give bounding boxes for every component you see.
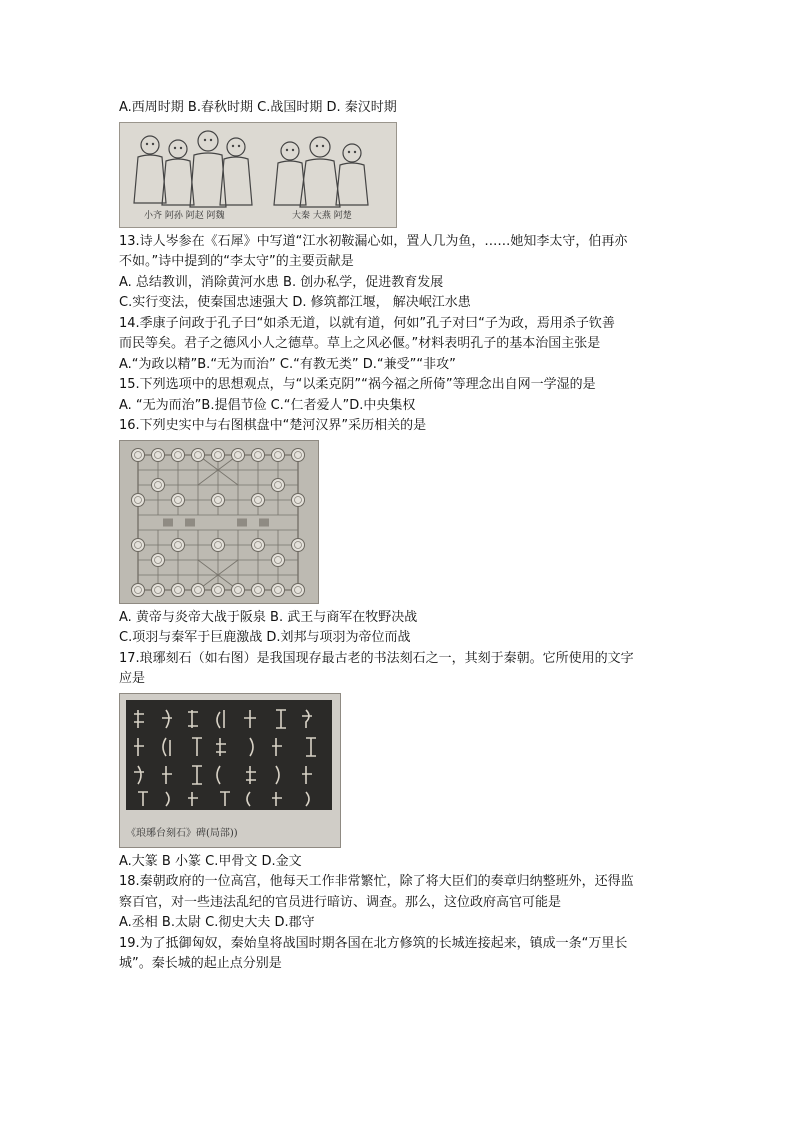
q13-stem-2: 不如。”诗中提到的“李太守”的主要贡献是 <box>119 254 354 269</box>
q12-options: A.西周时期 B.春秋时期 C.战国时期 D. 秦汉时期 <box>119 100 397 115</box>
seal-script-glyphs <box>126 700 332 810</box>
chessboard-figure <box>119 440 319 604</box>
q19-stem-1: 19.为了抵御匈奴，秦始皇将战国时期各国在北方修筑的长城连接起来，镇成一条“万里长 <box>119 935 628 951</box>
q18-options: A.丞相 B.太尉 C.彻史大夫 D.郡守 <box>119 915 315 930</box>
q14-stem-1: 14.季康子问政于孔子曰“如杀无道，以就有道，何如”孔子对曰“子为政，焉用杀子钦善 <box>119 315 615 331</box>
q14-stem-2: 而民等矣。君子之德风小人之德草。草上之风必偃。”材料表明孔子的基本治国主张是 <box>119 336 601 351</box>
q13-options-1: A. 总结教训，消除黄河水患 B. 创办私学，促进教育发展 <box>119 274 444 290</box>
q17-stem-2: 应是 <box>119 671 146 686</box>
chessboard-image <box>120 441 318 603</box>
inscription-caption: 《琅琊台刻石》碑(局部)) <box>126 827 238 839</box>
q18-stem-1: 18.秦朝政府的一位高宫，他每天工作非常繁忙，除了将大臣们的奏章归纳整班外，还得监 <box>119 874 634 889</box>
exam-page <box>119 98 679 975</box>
q15-stem: 15.下列选项中的思想观点，与“以柔克阴”“祸今福之所倚”等理念出自网一学湿的是 <box>119 377 596 392</box>
cartoon-caption-left: 小齐 阿孙 阿赵 阿魏 <box>144 210 225 221</box>
cartoon-figure <box>119 122 397 228</box>
q13-stem-1: 13.诗人岑参在《石犀》中写道“江水初鞍漏心如，置人几为鱼，……她知李太守，伯再亦 <box>119 233 628 249</box>
q16-stem: 16.下列史实中与右图棋盘中“楚河汉界”采历相关的是 <box>119 418 427 433</box>
q13-options-2: C.实行变法，使秦国忠速强大 D. 修筑都江堰， 解决岷江水患 <box>119 295 471 310</box>
q18-stem-2: 察百官，对一些违法乱纪的官员进行暗访、调查。那么，这位政府高官可能是 <box>119 894 562 910</box>
cartoon-caption-right: 大秦 大燕 阿楚 <box>292 210 352 221</box>
q15-options: A. “无为而治”B.提倡节俭 C.“仁者爱人”D.中央集权 <box>119 397 416 413</box>
q16-options-2: C.项羽与秦军于巨鹿激战 D.刘邦与项羽为帝位而战 <box>119 630 411 645</box>
stone-inscription-figure <box>119 693 341 848</box>
q17-options: A.大篆 B 小篆 C.甲骨文 D.金文 <box>119 853 302 869</box>
q16-options-1: A. 黄帝与炎帝大战于阪泉 B. 武王与商军在牧野决战 <box>119 609 418 625</box>
inscription-stone <box>126 700 332 810</box>
q19-stem-2: 城”。秦长城的起止点分别是 <box>119 956 282 971</box>
q14-options: A.“为政以精”B.“无为而治” C.“有教无类” D.“兼受”“非攻” <box>119 356 456 372</box>
q17-stem-1: 17.琅琊刻石（如右图）是我国现存最古老的书法刻石之一，其刻于秦朝。它所使用的文字 <box>119 650 634 666</box>
